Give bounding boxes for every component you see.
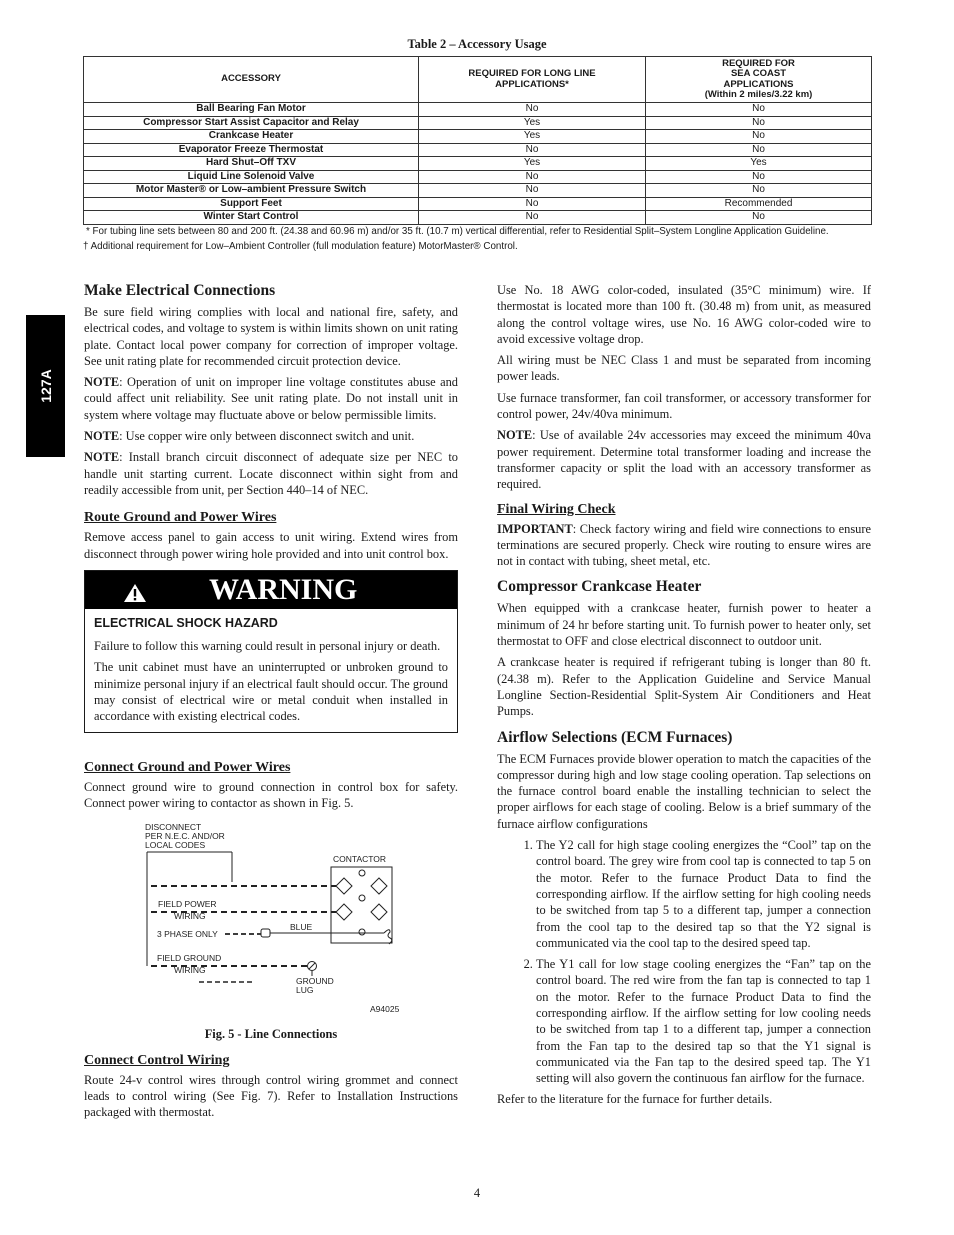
para-wire-gauge: Use No. 18 AWG color-coded, insulated (35°C minimum) wire. If thermostat is located more than 100 ft. (30.48 m) from unit, as measured along the control voltage wires, use No. 16 AWG color-coded wire to avoid excessive voltage drop. (497, 283, 871, 346)
header-long-line (419, 57, 646, 103)
heading-final-wiring: Final Wiring Check (497, 501, 616, 517)
cell-accessory: Liquid Line Solenoid Valve (84, 170, 419, 184)
heading-connect-wires: Connect Ground and Power Wires (84, 759, 291, 775)
footnote-motormaster: † Additional requirement for Low–Ambient Controller (full modulation feature) MotorMaster® Control. (83, 241, 518, 252)
important-text: : Check factory wiring and field wire connections to ensure terminations are secured properly. Check wire routing to ensure wires are not in contact with tubing, sheet metal, etc. (497, 521, 871, 569)
para-connect-wires: Connect ground wire to ground connection in control box for safety. Connect power wiring to contactor as shown in Fig. 5. (84, 779, 458, 810)
para-refer: Refer to the literature for the furnace for further details. (497, 1092, 773, 1107)
note-branch-circuit (84, 449, 458, 498)
note-improper-voltage (84, 374, 458, 423)
cell-accessory: Ball Bearing Fan Motor (84, 103, 419, 117)
contactor-terminal-l4 (371, 904, 387, 920)
cell-accessory: Winter Start Control (84, 211, 419, 225)
contactor-terminal (359, 895, 365, 901)
table-row (84, 157, 872, 171)
list-item: 2. The Y1 call for low stage cooling energizes the “Fan” tap on the control board. The red wire from the fan tap is connected to tap 1 on the motor. Refer to the furnace Product Data to find the corresponding airflow. If the airflow setting for low cooling needs to be switched from tap 1 to a different tap, jumper a connection from the Fan tap to the desired tap so that the Y1 signal is communicated via the Fan tap to the desired speed tap. The Y1 setting will also govern the continuous fan airflow for the furnace. (536, 956, 871, 1086)
contactor-terminal (359, 870, 365, 876)
important-label: IMPORTANT (497, 521, 573, 536)
heading-control-wiring: Connect Control Wiring (84, 1052, 230, 1068)
table-row (84, 211, 872, 225)
contactor-terminal (359, 929, 365, 935)
page-number: 4 (473, 1186, 481, 1200)
cell-accessory: Crankcase Heater (84, 130, 419, 144)
para-crankcase-1: When equipped with a crankcase heater, furnish power to heater a minimum of 24 hr before starting unit. To furnish power to heater only, set thermostat to OFF and close electrical disconnect to outdoor unit. (497, 601, 871, 649)
line-connections-diagram (84, 816, 458, 1016)
footnote-long-line: * For tubing line sets between 80 and 200 ft. (24.38 and 60.96 m) and/or 35 ft. (10.7 m) vertical differential, refer to Residential Split–System Longline Application Guideline. (86, 226, 829, 237)
heading-route-wires: Route Ground and Power Wires (84, 510, 277, 526)
label-three-phase: 3 PHASE ONLY (157, 929, 218, 940)
cell-accessory: Compressor Start Assist Capacitor and Relay (84, 116, 419, 130)
right-column (497, 282, 871, 1113)
para-airflow: The ECM Furnaces provide blower operation to match the capacities of the compressor during high and low stage cooling operation. Tap selections on the furnace control board enable the installing technician to select the proper airflows for each stage of cooling. Below is a brief summary of the furnace airflow configurations (497, 751, 871, 831)
cell-accessory: Support Feet (84, 197, 419, 211)
table-footnotes (83, 226, 873, 253)
cell-long-line: No (419, 143, 646, 157)
figure-caption: Fig. 5 - Line Connections (204, 1027, 338, 1042)
figure-line-connections (84, 816, 458, 1026)
contactor-terminal-l1 (336, 878, 352, 894)
para-route-wires: Remove access panel to gain access to unit wiring. Extend wires from disconnect through power wiring hole provided and into unit control box. (84, 530, 458, 561)
table-row (84, 116, 872, 130)
cell-sea-coast: No (646, 170, 872, 184)
para-make-electrical: Be sure field wiring complies with local and national fire, safety, and electrical codes, and voltage to system is within limits shown on unit rating plate. Contact local power company for correction of improper voltage. See unit rating plate for recommended circuit protection device. (84, 305, 458, 368)
note-text: : Operation of unit on improper line voltage constitutes abuse and could affect unit reliability. See unit rating plate. Do not install unit in system where voltage may fluctuate above or below permissible limits. (84, 375, 458, 422)
note-label: NOTE (84, 429, 120, 444)
note-label: NOTE (84, 375, 120, 390)
heading-airflow: Airflow Selections (ECM Furnaces) (497, 728, 733, 746)
cell-long-line: No (419, 197, 646, 211)
note-accessories (497, 427, 871, 492)
cell-accessory: Evaporator Freeze Thermostat (84, 143, 419, 157)
note-text: : Use copper wire only between disconnect switch and unit. (119, 429, 415, 444)
heading-make-electrical: Make Electrical Connections (84, 282, 276, 299)
label-ground: GROUND (296, 976, 334, 987)
warning-box (84, 570, 458, 733)
contactor-box (331, 867, 392, 943)
side-tab-label: 127A (37, 369, 54, 403)
header-sea-coast (646, 57, 872, 103)
table-row (84, 184, 872, 198)
label-field-power-wiring: WIRING (174, 911, 206, 922)
warning-header (85, 571, 457, 609)
splice-connector (261, 929, 270, 937)
warning-triangle-icon (123, 583, 147, 603)
label-field-ground: FIELD GROUND (157, 953, 222, 964)
para-transformer: Use furnace transformer, fan coil transformer, or accessory transformer for control power, 24v/40va minimum. (497, 390, 871, 422)
header-sea-coast-1: REQUIRED FOR (722, 57, 795, 69)
heading-crankcase: Compressor Crankcase Heater (497, 578, 702, 596)
warning-para-2: The unit cabinet must have an uninterrupted or unbroken ground to minimize personal injury if an electrical fault should occur. The ground may consist of electrical wire or metal conduit when installed in accordance with existing electrical codes. (94, 660, 448, 724)
label-disconnect-1: DISCONNECT (145, 822, 202, 833)
cell-sea-coast: No (646, 130, 872, 144)
cell-sea-coast: Recommended (646, 197, 872, 211)
table-row (84, 103, 872, 117)
cell-sea-coast: No (646, 116, 872, 130)
ground-lug-slash (309, 963, 315, 969)
figure-code: A94025 (370, 1004, 400, 1015)
header-long-line-1: REQUIRED FOR LONG LINE (468, 68, 596, 79)
warning-body (85, 609, 457, 732)
warning-word: WARNING (209, 572, 358, 606)
cell-sea-coast: No (646, 211, 872, 225)
cell-sea-coast: No (646, 143, 872, 157)
para-crankcase-2: A crankcase heater is required if refrigerant tubing is longer than 80 ft. (24.38 m). Refer to the Application Guideline and Service Manual Longline Section-Residential Split-System Air Conditioners and Heat Pumps. (497, 655, 871, 719)
label-lug: LUG (296, 985, 314, 996)
cell-sea-coast: Yes (646, 157, 872, 171)
blue-wire-end (384, 930, 392, 944)
note-label: NOTE (84, 450, 120, 465)
cell-sea-coast: No (646, 184, 872, 198)
contactor-terminal-l2 (371, 878, 387, 894)
header-long-line-2: APPLICATIONS* (495, 78, 569, 90)
header-sea-coast-4: (Within 2 miles/3.22 km) (704, 89, 813, 100)
label-contactor: CONTACTOR (333, 854, 387, 865)
header-sea-coast-2: SEA COAST (730, 68, 787, 79)
warning-hazard: ELECTRICAL SHOCK HAZARD (94, 615, 278, 630)
para-nec-class: All wiring must be NEC Class 1 and must be separated from incoming power leads. (497, 353, 871, 384)
label-disconnect-3: LOCAL CODES (145, 840, 206, 851)
header-accessory: ACCESSORY (84, 57, 419, 103)
cell-sea-coast: No (646, 103, 872, 117)
cell-long-line: Yes (419, 116, 646, 130)
label-disconnect-2: PER N.E.C. AND/OR (145, 831, 225, 842)
note-label: NOTE (497, 428, 533, 443)
table-row (84, 143, 872, 157)
cell-long-line: No (419, 103, 646, 117)
label-blue: BLUE (290, 922, 313, 933)
note-copper-wire (84, 428, 458, 444)
note-text: : Use of available 24v accessories may exceed the minimum 40va power requirement. Determine total transformer loading and increase the transformer capacity or split the load with an accessory transformer as required. (497, 428, 871, 492)
cell-accessory: Hard Shut–Off TXV (84, 157, 419, 171)
table-header-row (84, 57, 872, 103)
list-item: 1. The Y2 call for high stage cooling energizes the “Cool” tap on the control board. The grey wire from cool tap is connected to tap 5 on the motor. Refer to the furnace Product Data to find the corresponding airflow. If the airflow setting for high cooling needs to be switched from tap 5 to a different tap, jumper a connection from the cool tap to the desired tap so that the Y2 signal is communicated via the cool tap to the desired speed tap. (536, 837, 871, 951)
table-title: Table 2 – Accessory Usage (407, 37, 547, 51)
header-sea-coast-3: APPLICATIONS (723, 78, 794, 90)
cell-long-line: No (419, 170, 646, 184)
label-field-power: FIELD POWER (158, 899, 217, 910)
left-column (84, 282, 458, 1125)
cell-long-line: Yes (419, 157, 646, 171)
label-field-ground-wiring: WIRING (174, 965, 206, 976)
cell-long-line: No (419, 211, 646, 225)
accessory-usage-table (83, 56, 872, 225)
warning-para-1: Failure to follow this warning could result in personal injury or death. (94, 639, 441, 654)
table-row (84, 170, 872, 184)
table-row (84, 197, 872, 211)
cell-long-line: No (419, 184, 646, 198)
note-text: : Install branch circuit disconnect of adequate size per NEC to handle unit starting current. Locate disconnect within sight from and readily accessible from unit, per Section 440–14 of NEC. (84, 450, 458, 497)
cell-long-line: Yes (419, 130, 646, 144)
contactor-terminal-l3 (336, 904, 352, 920)
side-tab (26, 315, 65, 457)
para-important (497, 521, 871, 570)
table-row (84, 130, 872, 144)
airflow-list (497, 837, 871, 1086)
para-control-wiring: Route 24-v control wires through control wiring grommet and connect leads to control wiring (See Fig. 7). Refer to Installation Instructions packaged with thermostat. (84, 1072, 458, 1120)
cell-accessory: Motor Master® or Low–ambient Pressure Switch (84, 184, 419, 198)
